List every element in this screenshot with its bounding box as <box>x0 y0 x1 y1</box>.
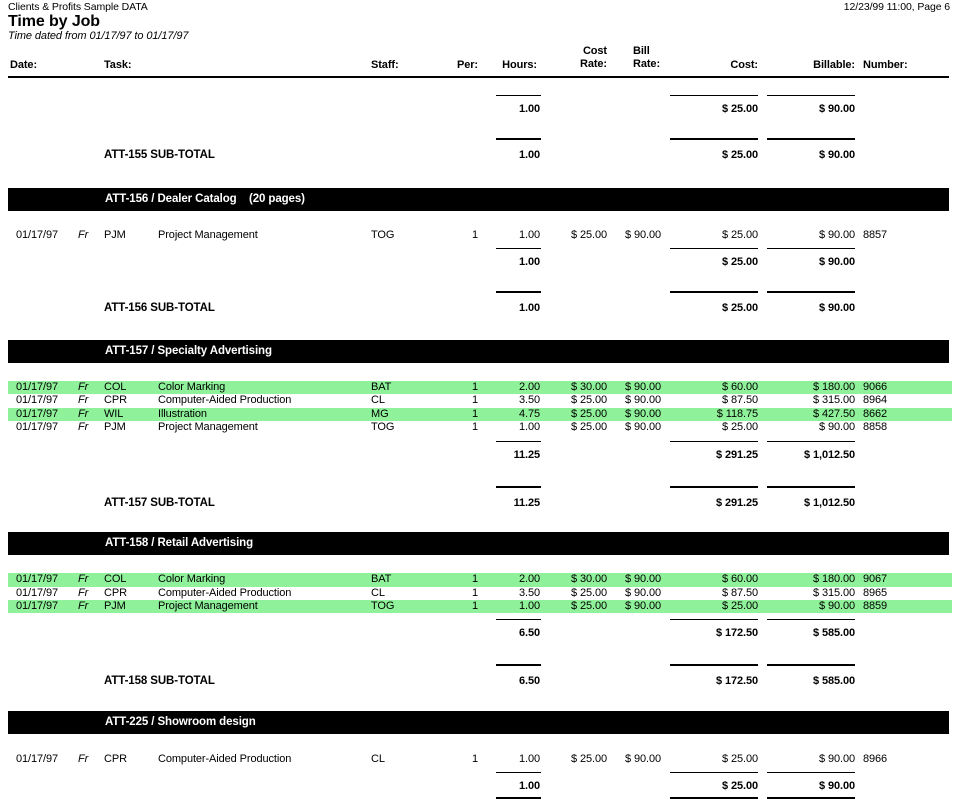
time-entry-billable: $ 427.50 <box>812 407 855 420</box>
subtotal-label: ATT-156 SUB-TOTAL <box>104 302 215 314</box>
subtotal-label: ATT-158 SUB-TOTAL <box>104 675 215 687</box>
time-entry-cost: $ 25.00 <box>721 229 758 241</box>
subtotal-rule-cost <box>670 486 758 488</box>
col-header-hours: Hours: <box>502 59 537 71</box>
time-entry-staff: TOG <box>371 229 395 241</box>
group-total-billable: $ 1,012.50 <box>804 449 855 461</box>
time-entry-staff: TOG <box>371 600 395 613</box>
time-entry-hours: 2.00 <box>518 380 540 393</box>
time-entry-bill-rate: $ 90.00 <box>624 420 661 433</box>
time-entry-task: CPR <box>104 753 127 765</box>
time-entry-number: 8857 <box>863 229 888 241</box>
time-entry-per: 1 <box>471 573 478 586</box>
time-entry-cost-rate: $ 25.00 <box>570 229 607 241</box>
time-entry-day: Fr <box>78 380 89 393</box>
group-total-rule-hours <box>496 772 541 773</box>
time-entry-day: Fr <box>78 420 89 433</box>
job-section-header <box>8 188 949 211</box>
group-total-cost: $ 25.00 <box>721 256 758 268</box>
col-header-cost: Cost: <box>730 59 758 71</box>
group-total-cost: $ 172.50 <box>715 627 758 639</box>
time-entry-bill-rate: $ 90.00 <box>624 394 661 407</box>
time-entry-cost-rate: $ 25.00 <box>570 394 607 407</box>
group-total-rule-billable <box>767 248 855 249</box>
time-entry-cost: $ 25.00 <box>721 600 758 613</box>
subtotal-rule-hours <box>496 664 541 666</box>
time-entry-cost: $ 60.00 <box>721 380 758 393</box>
subtotal-rule-hours <box>496 486 541 488</box>
time-entry-day: Fr <box>78 586 89 599</box>
group-total-rule-cost <box>670 248 758 249</box>
col-header-task: Task: <box>104 59 132 71</box>
col-header-bill-rate-line1: Bill <box>633 45 650 57</box>
time-entry-number: 9066 <box>863 380 888 393</box>
time-entry-bill-rate: $ 90.00 <box>624 586 661 599</box>
time-entry-date: 01/17/97 <box>16 600 59 613</box>
report-source: Clients & Profits Sample DATA <box>8 1 148 13</box>
time-entry-billable: $ 90.00 <box>818 229 855 241</box>
time-entry-task-name: Computer-Aided Production <box>158 586 292 599</box>
time-entry-cost: $ 87.50 <box>721 394 758 407</box>
subtotal-rule-billable <box>767 664 855 666</box>
time-entry-billable: $ 315.00 <box>812 394 855 407</box>
group-total-billable: $ 90.00 <box>818 103 855 115</box>
subtotal-label: ATT-157 SUB-TOTAL <box>104 497 215 509</box>
time-entry-day: Fr <box>78 600 89 613</box>
subtotal-billable: $ 1,012.50 <box>804 497 855 509</box>
time-entry-day: Fr <box>78 229 89 241</box>
subtotal-rule-cost <box>670 664 758 666</box>
time-entry-staff: CL <box>371 753 385 765</box>
col-header-cost-rate-line1: Cost <box>582 45 607 57</box>
time-entry-task: PJM <box>104 420 126 433</box>
subtotal-label: ATT-155 SUB-TOTAL <box>104 149 215 161</box>
group-total-hours: 11.25 <box>513 449 540 461</box>
col-header-billable: Billable: <box>813 59 855 71</box>
time-entry-hours: 1.00 <box>518 753 540 765</box>
group-total-rule-billable <box>767 95 855 96</box>
group-total-rule-billable <box>767 772 855 773</box>
col-header-per: Per: <box>457 59 478 71</box>
time-entry-hours: 3.50 <box>518 394 540 407</box>
time-entry-staff: MG <box>371 407 389 420</box>
time-entry-bill-rate: $ 90.00 <box>624 380 661 393</box>
time-entry-staff: BAT <box>371 380 392 393</box>
subtotal-rule-cost <box>670 138 758 140</box>
time-entry-cost-rate: $ 25.00 <box>570 407 607 420</box>
time-entry-cost-rate: $ 25.00 <box>570 600 607 613</box>
subtotal-rule-billable <box>767 138 855 140</box>
group-total-rule-cost <box>670 619 758 620</box>
group-total-rule-billable <box>767 441 855 442</box>
time-entry-bill-rate: $ 90.00 <box>624 229 661 241</box>
time-entry-task: PJM <box>104 229 126 241</box>
subtotal-cost: $ 291.25 <box>715 497 758 509</box>
subtotal-hours: 6.50 <box>518 675 540 687</box>
group-total-rule-cost <box>670 772 758 773</box>
group-total-cost: $ 291.25 <box>715 449 758 461</box>
time-entry-hours: 1.00 <box>518 229 540 241</box>
time-entry-hours: 3.50 <box>518 586 540 599</box>
time-entry-per: 1 <box>471 586 478 599</box>
time-entry-date: 01/17/97 <box>16 753 59 765</box>
time-entry-number: 8858 <box>863 420 888 433</box>
group-total-rule-billable <box>767 619 855 620</box>
time-entry-number: 8859 <box>863 600 888 613</box>
time-entry-number: 8662 <box>863 407 888 420</box>
time-entry-task-name: Project Management <box>158 420 258 433</box>
time-entry-task-name: Computer-Aided Production <box>158 753 292 765</box>
time-entry-per: 1 <box>471 753 478 765</box>
time-entry-hours: 1.00 <box>518 420 540 433</box>
time-entry-per: 1 <box>471 600 478 613</box>
time-entry-staff: TOG <box>371 420 395 433</box>
time-entry-day: Fr <box>78 753 89 765</box>
time-entry-date: 01/17/97 <box>16 407 59 420</box>
group-total-rule-hours <box>496 441 541 442</box>
time-entry-staff: CL <box>371 586 385 599</box>
group-total-cost: $ 25.00 <box>721 780 758 792</box>
time-entry-per: 1 <box>471 380 478 393</box>
time-entry-billable: $ 180.00 <box>812 573 855 586</box>
job-section-header-label: ATT-156 / Dealer Catalog (20 pages) <box>105 193 305 205</box>
subtotal-cost: $ 25.00 <box>721 149 758 161</box>
time-entry-task: CPR <box>104 586 127 599</box>
time-entry-cost-rate: $ 30.00 <box>570 380 607 393</box>
job-section-header <box>8 711 949 734</box>
group-total-rule-hours <box>496 95 541 96</box>
time-entry-cost: $ 87.50 <box>721 586 758 599</box>
time-entry-date: 01/17/97 <box>16 380 59 393</box>
group-total-rule-cost <box>670 95 758 96</box>
time-entry-cost: $ 60.00 <box>721 573 758 586</box>
col-header-date: Date: <box>10 59 38 71</box>
time-entry-date: 01/17/97 <box>16 586 59 599</box>
subtotal-rule-hours <box>496 291 541 293</box>
time-entry-task-name: Computer-Aided Production <box>158 394 292 407</box>
time-entry-billable: $ 90.00 <box>818 420 855 433</box>
subtotal-rule-billable <box>767 291 855 293</box>
subtotal-rule-cost <box>670 291 758 293</box>
group-total-hours: 6.50 <box>518 627 540 639</box>
subtotal-cost: $ 172.50 <box>715 675 758 687</box>
time-entry-number: 9067 <box>863 573 888 586</box>
subtotal-billable: $ 585.00 <box>812 675 855 687</box>
time-entry-task: PJM <box>104 600 126 613</box>
time-entry-task: WIL <box>104 407 124 420</box>
time-entry-billable: $ 90.00 <box>818 600 855 613</box>
job-section-header-label: ATT-225 / Showroom design <box>105 716 256 728</box>
time-entry-task-name: Color Marking <box>158 380 226 393</box>
page-info: 12/23/99 11:00, Page 6 <box>843 1 950 13</box>
time-entry-cost-rate: $ 30.00 <box>570 573 607 586</box>
group-total-rule-hours <box>496 619 541 620</box>
group-total-hours: 1.00 <box>518 780 540 792</box>
group-total-hours: 1.00 <box>518 256 540 268</box>
time-entry-bill-rate: $ 90.00 <box>624 753 661 765</box>
time-entry-date: 01/17/97 <box>16 420 59 433</box>
time-entry-number: 8964 <box>863 394 888 407</box>
time-entry-hours: 2.00 <box>518 573 540 586</box>
job-section-header <box>8 340 949 363</box>
time-entry-staff: CL <box>371 394 385 407</box>
time-entry-billable: $ 90.00 <box>818 753 855 765</box>
time-entry-number: 8965 <box>863 586 888 599</box>
time-entry-bill-rate: $ 90.00 <box>624 407 661 420</box>
group-total-billable: $ 90.00 <box>818 780 855 792</box>
subtotal-hours: 1.00 <box>518 149 540 161</box>
time-entry-date: 01/17/97 <box>16 573 59 586</box>
header-rule <box>8 76 949 78</box>
subtotal-cost: $ 25.00 <box>721 302 758 314</box>
col-header-number: Number: <box>863 59 908 71</box>
time-entry-task: COL <box>104 380 127 393</box>
subtotal-rule-billable <box>767 486 855 488</box>
col-header-cost-rate-line2: Rate: <box>579 58 607 70</box>
time-entry-day: Fr <box>78 407 89 420</box>
subtotal-billable: $ 90.00 <box>818 302 855 314</box>
time-entry-hours: 4.75 <box>518 407 540 420</box>
job-section-header-label: ATT-158 / Retail Advertising <box>105 537 254 549</box>
time-entry-per: 1 <box>471 394 478 407</box>
time-entry-cost: $ 118.75 <box>716 407 758 420</box>
time-entry-task-name: Illustration <box>158 407 207 420</box>
time-entry-per: 1 <box>471 420 478 433</box>
col-header-staff: Staff: <box>371 59 399 71</box>
time-entry-billable: $ 180.00 <box>812 380 855 393</box>
time-entry-date: 01/17/97 <box>16 229 59 241</box>
time-entry-bill-rate: $ 90.00 <box>624 600 661 613</box>
time-entry-staff: BAT <box>371 573 392 586</box>
time-entry-cost-rate: $ 25.00 <box>570 753 607 765</box>
subtotal-billable: $ 90.00 <box>818 149 855 161</box>
group-total-rule-cost <box>670 441 758 442</box>
group-total-billable: $ 585.00 <box>812 627 855 639</box>
time-entry-cost: $ 25.00 <box>721 753 758 765</box>
time-entry-task-name: Project Management <box>158 229 258 241</box>
col-header-cost-rate <box>547 45 607 71</box>
time-entry-hours: 1.00 <box>518 600 540 613</box>
subtotal-hours: 1.00 <box>518 302 540 314</box>
group-total-hours: 1.00 <box>518 103 540 115</box>
report-date-range: Time dated from 01/17/97 to 01/17/97 <box>8 30 189 42</box>
time-entry-date: 01/17/97 <box>16 394 59 407</box>
time-entry-per: 1 <box>471 407 478 420</box>
time-entry-bill-rate: $ 90.00 <box>624 573 661 586</box>
time-entry-per: 1 <box>471 229 478 241</box>
time-entry-task-name: Color Marking <box>158 573 226 586</box>
time-entry-task: CPR <box>104 394 127 407</box>
group-total-rule-hours <box>496 248 541 249</box>
job-section-header <box>8 532 949 555</box>
time-entry-task-name: Project Management <box>158 600 258 613</box>
time-entry-day: Fr <box>78 394 89 407</box>
time-entry-task: COL <box>104 573 127 586</box>
job-section-header-label: ATT-157 / Specialty Advertising <box>105 345 272 357</box>
group-total-billable: $ 90.00 <box>818 256 855 268</box>
subtotal-rule-hours <box>496 138 541 140</box>
time-entry-day: Fr <box>78 573 89 586</box>
group-total-cost: $ 25.00 <box>721 103 758 115</box>
time-entry-cost: $ 25.00 <box>721 420 758 433</box>
page-title: Time by Job <box>8 13 100 30</box>
subtotal-hours: 11.25 <box>513 497 540 509</box>
col-header-bill-rate-line2: Rate: <box>633 58 661 70</box>
time-entry-cost-rate: $ 25.00 <box>570 586 607 599</box>
time-entry-number: 8966 <box>863 753 888 765</box>
time-entry-billable: $ 315.00 <box>812 586 855 599</box>
time-entry-cost-rate: $ 25.00 <box>570 420 607 433</box>
